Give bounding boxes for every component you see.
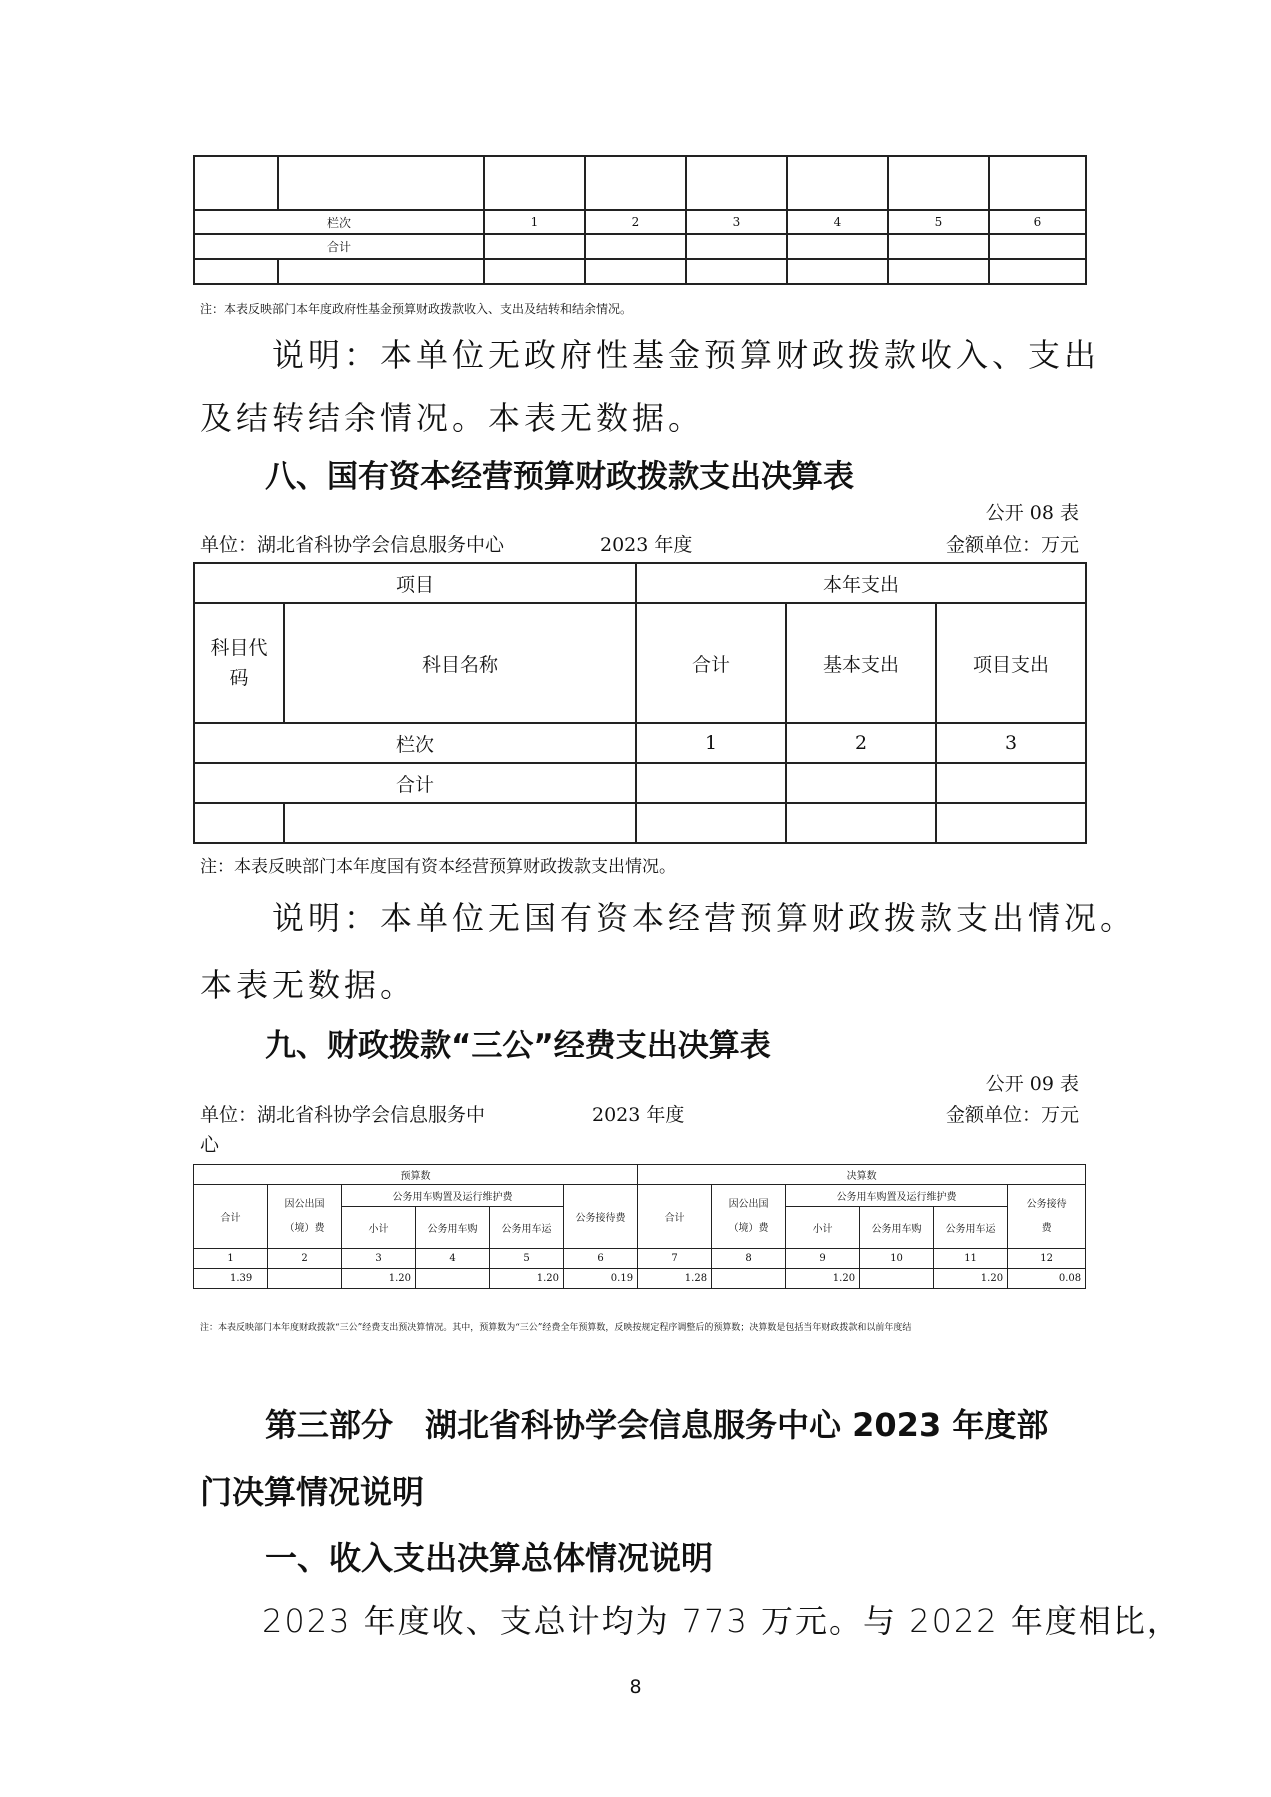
page-number: 8 xyxy=(629,1676,642,1698)
header-final: 决算数 xyxy=(638,1165,1086,1185)
section-9-amount-unit: 金额单位：万元 xyxy=(945,1104,1079,1126)
table-8-note: 注：本表反映部门本年度国有资本经营预算财政拨款支出情况。 xyxy=(200,857,676,877)
table-9: 预算数 决算数 合计 因公出国 （境）费 公务用车购置及运行维护费 公务接待费 合计 因公出国 （境）费 公务用车购置及运行维护费 公务接待 费 小计 公务用车购 公务用车运 小计 公务用车购 公务用车运 1 2 3 4 5 6 7 8 9 10 11 12 1.39 1.20 1.20 0.19 1.28 1.20 1.20 0.08 xyxy=(193,1164,1086,1289)
header-total: 合计 xyxy=(636,603,786,723)
header-project: 项目支出 xyxy=(936,603,1086,723)
total-label: 合计 xyxy=(194,234,484,259)
part-3-subheading: 一、收入支出决算总体情况说明 xyxy=(265,1539,714,1577)
part-3-title-line1: 第三部分 湖北省科协学会信息服务中心 2023 年度部 xyxy=(265,1406,1049,1444)
section-9-title: 九、财政拨款“三公”经费支出决算表 xyxy=(265,1028,771,1064)
header-basic: 基本支出 xyxy=(786,603,936,723)
part-3-paragraph: 2023 年度收、支总计均为 773 万元。与 2022 年度相比， xyxy=(262,1602,1181,1640)
explain-8-line1: 说明：本单位无国有资本经营预算财政拨款支出情况。 xyxy=(272,899,1137,937)
section-9-unit-line1: 单位：湖北省科协学会信息服务中 xyxy=(200,1104,486,1126)
section-8-title: 八、国有资本经营预算财政拨款支出决算表 xyxy=(265,459,854,495)
table-7-note: 注：本表反映部门本年度政府性基金预算财政拨款收入、支出及结转和结余情况。 xyxy=(200,302,633,316)
header-code: 科目代码 xyxy=(194,603,284,723)
table-7: 栏次 1 2 3 4 5 6 合计 xyxy=(193,155,1087,285)
explain-7-line2: 及结转结余情况。本表无数据。 xyxy=(200,399,705,437)
section-8-amount-unit: 金额单位：万元 xyxy=(945,534,1079,556)
section-9-code: 公开 09 表 xyxy=(985,1073,1079,1095)
header-year-expense: 本年支出 xyxy=(636,563,1086,603)
header-name: 科目名称 xyxy=(284,603,636,723)
header-budget: 预算数 xyxy=(194,1165,638,1185)
explain-7-line1: 说明：本单位无政府性基金预算财政拨款收入、支出 xyxy=(272,336,1101,374)
table-8: 项目 本年支出 科目代码 科目名称 合计 基本支出 项目支出 栏次 1 2 3 合计 xyxy=(193,562,1087,844)
part-3-title-line2: 门决算情况说明 xyxy=(200,1473,425,1511)
row-label: 栏次 xyxy=(194,723,636,763)
header-item: 项目 xyxy=(194,563,636,603)
section-9-unit-line2: 心 xyxy=(200,1134,220,1156)
section-9-year: 2023 年度 xyxy=(592,1104,685,1126)
table-9-note: 注：本表反映部门本年度财政拨款“三公”经费支出预决算情况。其中，预算数为“三公”经费全年预算数，反映按规定程序调整后的预算数；决算数是包括当年财政拨款和以前年度结 xyxy=(200,1323,912,1333)
row-label: 栏次 xyxy=(194,210,484,234)
total-label: 合计 xyxy=(194,763,636,803)
section-8-code: 公开 08 表 xyxy=(985,502,1079,524)
section-8-year: 2023 年度 xyxy=(600,534,693,556)
explain-8-line2: 本表无数据。 xyxy=(200,966,417,1004)
section-8-unit: 单位：湖北省科协学会信息服务中心 xyxy=(200,534,505,556)
